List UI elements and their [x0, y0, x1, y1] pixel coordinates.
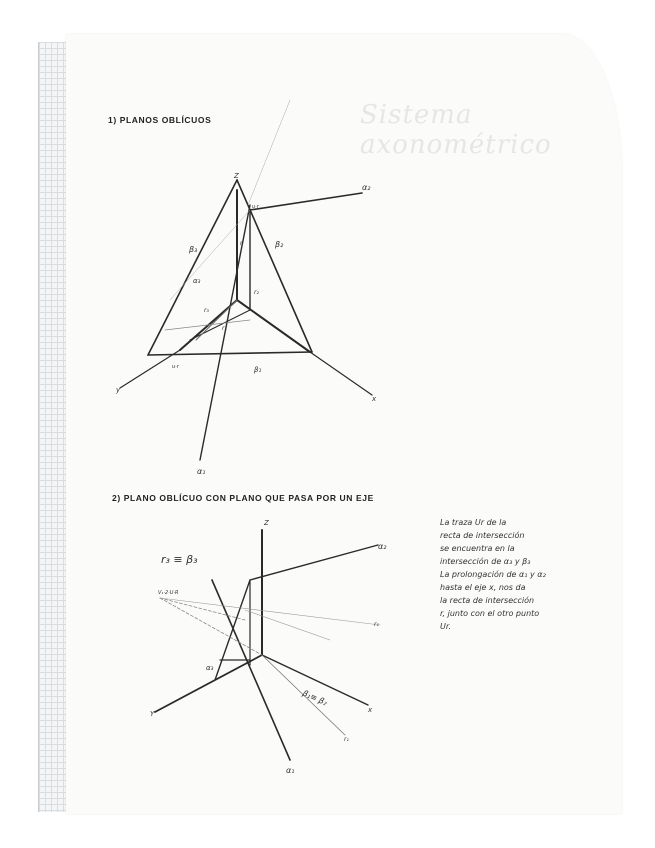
fig2-label-z: Z: [264, 519, 269, 527]
bleed-through-title: Sistema axonométrico: [360, 100, 552, 160]
fig1-label-alpha1: α₁: [197, 467, 206, 476]
fig1-label-r2: r₂: [254, 289, 259, 296]
fig1-label-r1: r₁: [222, 325, 227, 332]
fig1-label-y: y: [116, 386, 121, 394]
note-line: La prolongación de α₁ y α₂: [440, 570, 546, 579]
fig2-label-x: x: [368, 706, 373, 714]
note-line: recta de intersección: [440, 531, 525, 540]
fig1-label-r: r: [240, 240, 243, 247]
note-line: hasta el eje x, nos da: [440, 583, 526, 592]
fig2-label-alpha2: α₂: [378, 542, 387, 551]
fig1-label-beta1: β₁: [254, 366, 262, 374]
figure-1-diagram: [120, 100, 372, 460]
section-2-heading: 2) PLANO OBLÍCUO CON PLANO QUE PASA POR UN EJE: [112, 493, 374, 503]
figure-2-labels: [150, 519, 387, 775]
handwritten-note: [440, 516, 610, 633]
section-1-heading: 1) PLANOS OBLÍCUOS: [108, 115, 211, 125]
note-line: La traza Ur de la: [440, 518, 507, 527]
fig1-label-r3: r₃: [204, 307, 209, 314]
note-line: r, junto con el otro punto: [440, 609, 540, 618]
fig1-label-x: x: [372, 395, 377, 403]
fig2-label-v: V₁·2·U·R: [158, 590, 179, 596]
fig2-label-y: Y: [150, 710, 155, 718]
fig1-label-beta2: β₂: [275, 240, 284, 249]
fig1-label-ur-top: u·r: [252, 204, 259, 210]
note-line: Ur.: [440, 622, 451, 631]
fig2-label-r1-right: r₁: [374, 621, 379, 628]
fig2-label-beta-equiv: β₁≡ β₂: [301, 688, 329, 708]
fig1-label-z: Z: [234, 172, 239, 180]
fig2-label-r3-equiv-beta3: r₃ ≡ β₃: [161, 553, 198, 566]
note-line: se encuentra en la: [440, 544, 515, 553]
fig2-label-alpha1: α₁: [286, 766, 295, 775]
fig1-label-ur-bottom: u·r: [172, 364, 179, 370]
fig1-label-beta3: β₃: [189, 245, 198, 254]
note-line: la recta de intersección: [440, 596, 535, 605]
fig2-label-alpha3: α₃: [206, 664, 214, 672]
fig2-label-r1-bottom: r₁: [344, 736, 349, 743]
fig1-label-alpha2: α₂: [362, 183, 371, 192]
figure-1-labels: [115, 172, 377, 476]
note-line: intersección de α₃ y β₃: [440, 557, 531, 566]
fig1-label-alpha3: α₃: [193, 277, 201, 285]
